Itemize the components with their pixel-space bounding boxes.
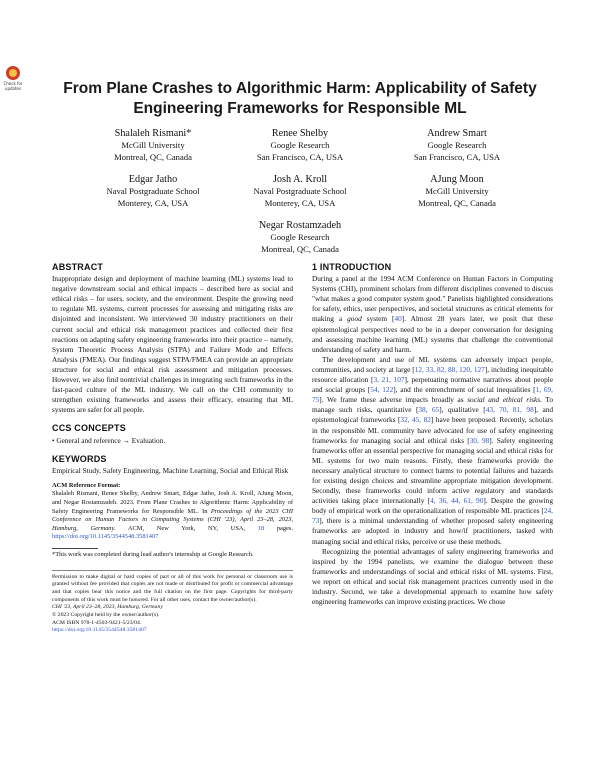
author-name: Negar Rostamzadeh xyxy=(258,220,342,231)
permission-divider xyxy=(52,570,293,571)
copyright-line: © 2023 Copyright held by the owner/author(s). xyxy=(52,612,160,619)
citation-link[interactable]: 4, 36, 44, 61, 90 xyxy=(430,496,484,506)
keywords-heading: KEYWORDS xyxy=(52,453,107,464)
author-location: Montreal, QC, Canada xyxy=(114,151,192,162)
text-run: ]. Despite the growing body of empirical work on the operationalization of responsible ML practices [ xyxy=(312,496,553,516)
ref-format-text xyxy=(52,490,293,542)
author-location: San Francisco, CA, USA xyxy=(256,151,344,162)
conference-line: CHI '23, April 23–28, 2023, Hamburg, Germany xyxy=(52,604,163,611)
citation-link[interactable]: 32, 45, 82 xyxy=(400,415,431,425)
text-run: ], perpetuating normative narratives about people and social groups [ xyxy=(312,375,554,395)
author-block xyxy=(68,173,238,209)
permission-notice: Permission to make digital or hard copies of part or all of this work for personal or classroom use is granted without fee provided that copies are not made or distributed for profit or commercial advantage and that copies bear this notice and the full citation on the first page. Copyrights for third-party components of this work must be honored. For all other uses, contact the owner/author(s). xyxy=(52,573,293,603)
citation-link[interactable]: 38, 65 xyxy=(418,405,440,415)
author-name: Josh A. Kroll xyxy=(272,174,328,185)
abstract-heading: ABSTRACT xyxy=(52,262,104,272)
text-run: ], there is a minimal understanding of whether proposed safety engineering frameworks are adopted in industry and how/if practitioners, tasked with managing social and ethical risks, perceive or use these methods. xyxy=(312,516,553,546)
author-affiliation: Naval Postgraduate School xyxy=(106,186,200,196)
text-run: ], including inequitable resource allocation [ xyxy=(312,364,553,385)
author-name: Andrew Smart xyxy=(427,128,487,139)
author-affiliation: Naval Postgraduate School xyxy=(253,186,347,196)
ref-pages[interactable]: 18 xyxy=(257,524,265,532)
author-name: AJung Moon xyxy=(430,174,484,185)
author-affiliation: McGill University xyxy=(425,186,489,196)
author-block xyxy=(215,127,385,163)
author-affiliation: Google Research xyxy=(270,140,330,150)
ref-venue: Proceedings of the 2023 CHI Conference on Human Factors in Computing Systems (CHI '23), April 23–28, 2023, Hamburg, Germany. xyxy=(52,507,294,532)
ref-authors: Shalaleh Rismani, Renee Shelby, Andrew Smart, Edgar Jatho, Josh A. Kroll, AJung Moon, and Negar Rostamzadeh. 2023. From Plane Crashes to Algorithmic Harm: Applicability of Safety Engineering Frameworks for Responsible ML. In xyxy=(52,490,293,515)
text-run: ]. We frame these adverse impacts broadly as xyxy=(319,395,468,405)
author-location: Monterey, CA, USA xyxy=(264,197,336,208)
footnote-divider xyxy=(52,548,98,549)
author-location: Monterey, CA, USA xyxy=(117,197,189,208)
text-run: ], qualitative [ xyxy=(439,405,486,415)
text-run: ]. Almost 28 years later, we posit that these epistemological perspectives need to be in a deeper conversation for designing and assessing machine learning (ML) systems that challenge the conventional understanding of safety and harm. xyxy=(312,314,553,354)
text-run: During a panel at the 1994 ACM Conference on Human Factors in Computing Systems (CHI), prominent scholars from different disciplines convened to discuss "what makes a good computer system good." Panelists highlighted considerations for safety, ethics, user perspectives, and societal structures as critical elements for making a xyxy=(312,274,553,324)
author-name: Shalaleh Rismani* xyxy=(114,128,192,139)
author-name: Renee Shelby xyxy=(271,128,329,139)
left-column xyxy=(52,262,293,635)
citation-link[interactable]: 40 xyxy=(394,314,402,324)
intro-paragraph-3: Recognizing the potential advantages of safety engineering frameworks and inspired by the 1994 panelists, we examine the dialogue between these frameworks and understandings of social and ethical risks of ML systems. First, we report on ethical and social risk management practices currently used in the industry. Second, we take a developmental approach to examine how safety engineering frameworks can improve existing practices. We chose xyxy=(312,546,553,607)
ref-doi-link[interactable]: https://doi.org/10.1145/3544548.3581407 xyxy=(52,533,159,541)
citation-link[interactable]: 1, 69, 75 xyxy=(312,385,553,405)
author-name: Edgar Jatho xyxy=(128,174,178,185)
ccs-text: • General and reference → Evaluation. xyxy=(52,435,166,445)
citation-link[interactable]: 30, 98 xyxy=(469,435,490,445)
text-run: ] have been proposed. Recently, scholars in the responsible ML community have advocated for use of safety engineering frameworks for managing social and ethical risks [ xyxy=(312,415,553,445)
author-location: Montreal, QC, Canada xyxy=(418,197,496,208)
intro-heading: 1 INTRODUCTION xyxy=(312,262,392,272)
author-block xyxy=(372,127,542,163)
author-affiliation: McGill University xyxy=(121,140,185,150)
ref-tail-b: pages. xyxy=(264,524,294,532)
author-block xyxy=(215,173,385,209)
right-column xyxy=(312,262,553,607)
text-run: To manage such risks, quantitative [ xyxy=(312,395,553,415)
isbn-line: ACM ISBN 978-1-4503-9421-5/23/04. xyxy=(52,619,142,626)
author-block xyxy=(372,173,542,209)
intro-paragraph-2 xyxy=(312,355,553,547)
citation-link[interactable]: 43, 70, 81, 98 xyxy=(485,405,534,415)
citation-link[interactable]: 24, 73 xyxy=(312,506,553,526)
author-location: San Francisco, CA, USA xyxy=(413,151,501,162)
intro-paragraph-1 xyxy=(312,274,553,355)
author-affiliation: Google Research xyxy=(270,232,330,242)
text-run: ], and the entrenchment of social inequalities [ xyxy=(393,385,536,395)
check-for-updates-badge[interactable] xyxy=(2,66,24,94)
text-run: The development and use of ML systems can adversely impact people, communities, and society at large [ xyxy=(312,354,553,374)
keywords-text: Empirical Study, Safety Engineering, Machine Learning, Social and Ethical Risk xyxy=(52,465,289,475)
ref-tail-a: ACM, New York, NY, USA, xyxy=(115,524,258,532)
author-block xyxy=(215,219,385,255)
citation-link[interactable]: 12, 33, 82, 88, 120, 127 xyxy=(414,364,485,374)
citation-link[interactable]: 3, 21, 107 xyxy=(373,375,405,385)
author-block xyxy=(68,127,238,163)
ref-format-heading: ACM Reference Format: xyxy=(52,481,121,489)
badge-text: Check for updates xyxy=(3,81,23,91)
author-location: Montreal, QC, Canada xyxy=(261,243,339,254)
ccs-heading: CCS CONCEPTS xyxy=(52,423,126,434)
citation-link[interactable]: 54, 122 xyxy=(370,385,394,395)
text-run: good xyxy=(347,314,362,324)
update-icon xyxy=(6,66,20,80)
author-affiliation: Google Research xyxy=(427,140,487,150)
text-run: ], and epistemological frameworks [ xyxy=(312,405,553,425)
footnote: *This work was completed during lead author's internship at Google Research. xyxy=(52,550,254,558)
text-run: ]. Safety engineering frameworks offer an essential perspective for managing social and ethical risks for ML systems for two main reasons. Firstly, these frameworks provide the necessary analytical structure to connect harms to potential failures and hazards for existing design choices and streamline appropriate mitigation development. Secondly, these frameworks could inform active regulatory and standards activities taking place internationally [ xyxy=(312,435,553,506)
paper-title: From Plane Crashes to Algorithmic Harm: Applicability of Safety Engineering Frameworks for Responsible ML xyxy=(63,80,537,117)
abstract-text: Inappropriate design and deployment of machine learning (ML) systems lead to negative downstream social and ethical impacts – described here as social and ethical risks – for users, society, and the environment. Despite the growing need to regulate ML systems, current processes for assessing and mitigating risks are disjointed and inconsistent. We interviewed 30 industry practitioners on their current social and ethical risk management practices and collected their first reactions on adapting safety engineering frameworks into their practice – namely, System Theoretic Process Analysis (STPA) and Failure Mode and Effects Analysis (FMEA). Our findings suggest STPA/FMEA can provide an appropriate structure for social and ethical risk assessment and mitigation processes. However, we also find nontrivial challenges in integrating such frameworks in the fast-paced culture of the ML industry. We call on the CHI community to strengthen existing frameworks and assess their efficacy, ensuring that ML systems are safer for all people. xyxy=(52,274,293,415)
text-run: social and ethical risks. xyxy=(467,395,542,405)
text-run: system [ xyxy=(361,314,395,324)
doi-link[interactable]: https://doi.org/10.1145/3544548.3581407 xyxy=(52,627,147,634)
